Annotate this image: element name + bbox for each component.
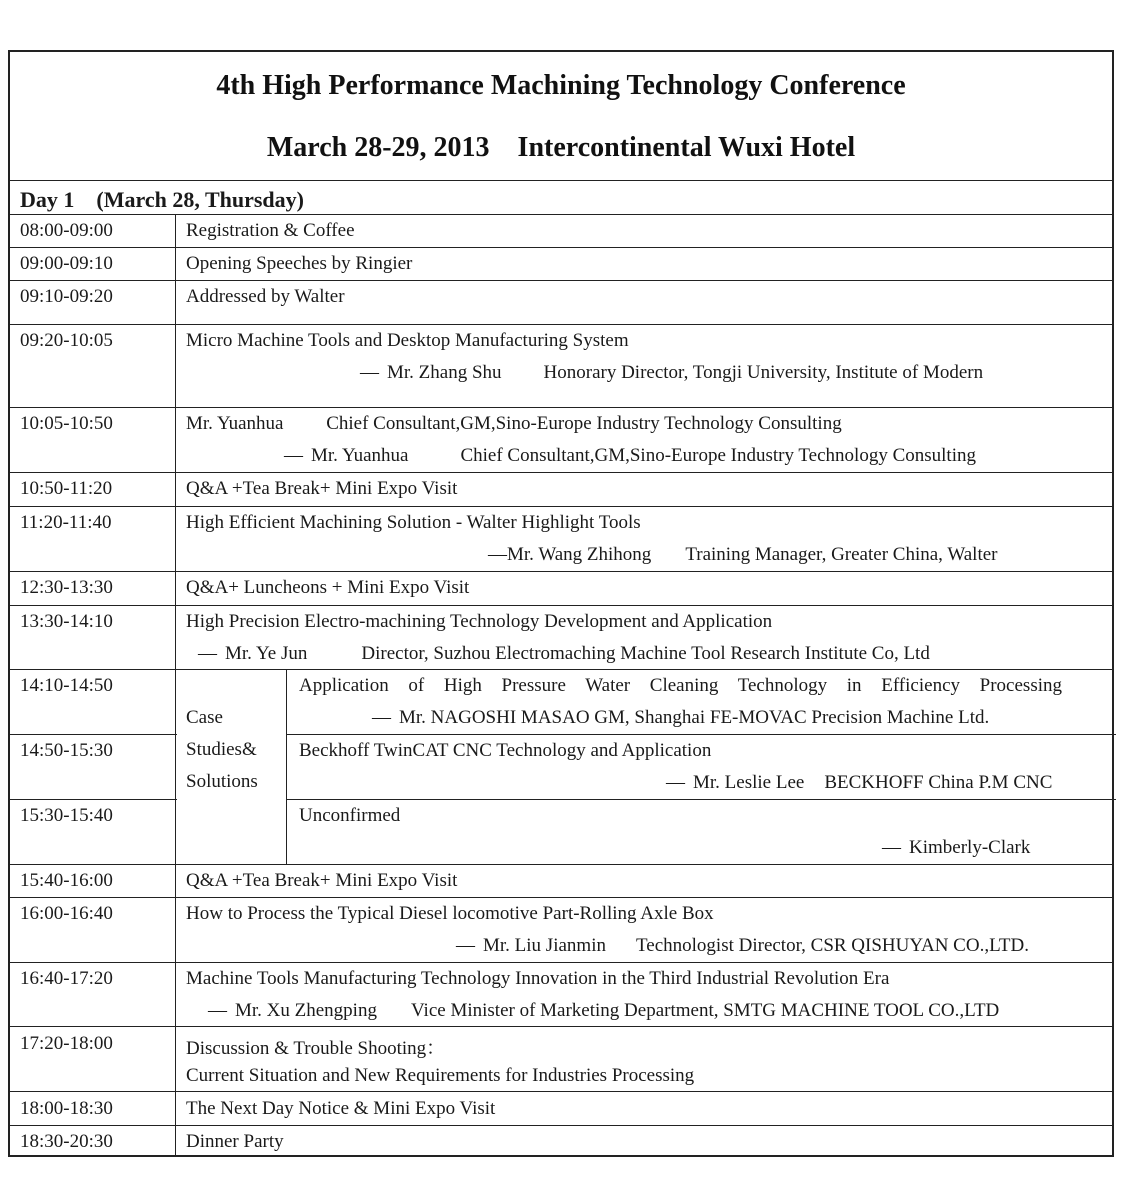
session-label: Solutions — [186, 771, 258, 792]
row-title: Discussion & Trouble Shooting： — [186, 1038, 446, 1059]
row-time: 09:20-10:05 — [20, 330, 113, 351]
row-time: 16:40-17:20 — [20, 968, 113, 989]
row-title: Application of High Pressure Water Cleaning Technology in Efficiency Processing — [299, 675, 1062, 696]
row-title: Dinner Party — [186, 1131, 284, 1152]
speaker-line: —Mr. Wang Zhihong Training Manager, Greater China, Walter — [488, 544, 998, 565]
day-heading: Day 1 (March 28, Thursday) — [20, 187, 304, 212]
row-time: 17:20-18:00 — [20, 1033, 113, 1054]
speaker-line: — Mr. Zhang Shu Honorary Director, Tongji University, Institute of Modern — [360, 362, 984, 383]
speaker-line: — Kimberly-Clark — [882, 837, 1031, 858]
divider — [286, 799, 1116, 800]
row-time: 18:30-20:30 — [20, 1131, 113, 1152]
row-title: Q&A +Tea Break+ Mini Expo Visit — [186, 478, 458, 499]
speaker-line: — Mr. Yuanhua Chief Consultant,GM,Sino-Europe Industry Technology Consulting — [284, 445, 976, 466]
speaker-line: — Mr. Leslie Lee BECKHOFF China P.M CNC — [666, 772, 1053, 793]
row-title: Registration & Coffee — [186, 220, 355, 241]
row-time: 08:00-09:00 — [20, 220, 113, 241]
row-time: 10:05-10:50 — [20, 413, 113, 434]
row-title-line2: Current Situation and New Requirements for Industries Processing — [186, 1065, 695, 1086]
row-time: 15:30-15:40 — [20, 805, 113, 826]
row-title: Opening Speeches by Ringier — [186, 253, 413, 274]
speaker-line: — Mr. Xu Zhengping Vice Minister of Marketing Department, SMTG MACHINE TOOL CO.,LTD — [208, 1000, 1000, 1021]
speaker-line: — Mr. Liu Jianmin Technologist Director, CSR QISHUYAN CO.,LTD. — [456, 935, 1030, 956]
row-time: 14:10-14:50 — [20, 675, 113, 696]
divider — [10, 180, 1112, 181]
speaker-line: — Mr. NAGOSHI MASAO GM, Shanghai FE-MOVAC Precision Machine Ltd. — [372, 707, 990, 728]
conference-date-venue: March 28-29, 2013 Intercontinental Wuxi Hotel — [266, 132, 856, 163]
row-title: Mr. Yuanhua Chief Consultant,GM,Sino-Europe Industry Technology Consulting — [186, 413, 842, 434]
row-time: 14:50-15:30 — [20, 740, 113, 761]
row-title: The Next Day Notice & Mini Expo Visit — [186, 1098, 496, 1119]
speaker-line: — Mr. Ye Jun Director, Suzhou Electromaching Machine Tool Research Institute Co, Ltd — [198, 643, 930, 664]
session-label: Studies& — [186, 739, 257, 760]
row-time: 09:00-09:10 — [20, 253, 113, 274]
row-time: 09:10-09:20 — [20, 286, 113, 307]
row-time: 12:30-13:30 — [20, 577, 113, 598]
divider — [286, 734, 1116, 735]
agenda-table — [8, 50, 1114, 1157]
row-title: Addressed by Walter — [186, 286, 345, 307]
row-title: Q&A+ Luncheons + Mini Expo Visit — [186, 577, 470, 598]
row-time: 10:50-11:20 — [20, 478, 113, 499]
row-time: 15:40-16:00 — [20, 870, 113, 891]
session-label: Case — [186, 707, 223, 728]
row-title: Machine Tools Manufacturing Technology Innovation in the Third Industrial Revolution Era — [186, 968, 890, 989]
row-title: Micro Machine Tools and Desktop Manufacturing System — [186, 330, 629, 351]
row-time: 13:30-14:10 — [20, 611, 113, 632]
column-divider — [286, 669, 287, 864]
divider — [10, 734, 177, 735]
row-time: 18:00-18:30 — [20, 1098, 113, 1119]
row-title: High Efficient Machining Solution - Walter Highlight Tools — [186, 512, 641, 533]
row-title: Beckhoff TwinCAT CNC Technology and Application — [299, 740, 712, 761]
column-divider — [175, 214, 176, 1157]
conference-title: 4th High Performance Machining Technology Conference — [216, 70, 906, 101]
row-time: 11:20-11:40 — [20, 512, 112, 533]
row-time: 16:00-16:40 — [20, 903, 113, 924]
divider — [10, 799, 177, 800]
row-title: How to Process the Typical Diesel locomotive Part-Rolling Axle Box — [186, 903, 714, 924]
row-title: High Precision Electro-machining Technology Development and Application — [186, 611, 773, 632]
row-title: Q&A +Tea Break+ Mini Expo Visit — [186, 870, 458, 891]
row-title: Unconfirmed — [299, 805, 401, 826]
